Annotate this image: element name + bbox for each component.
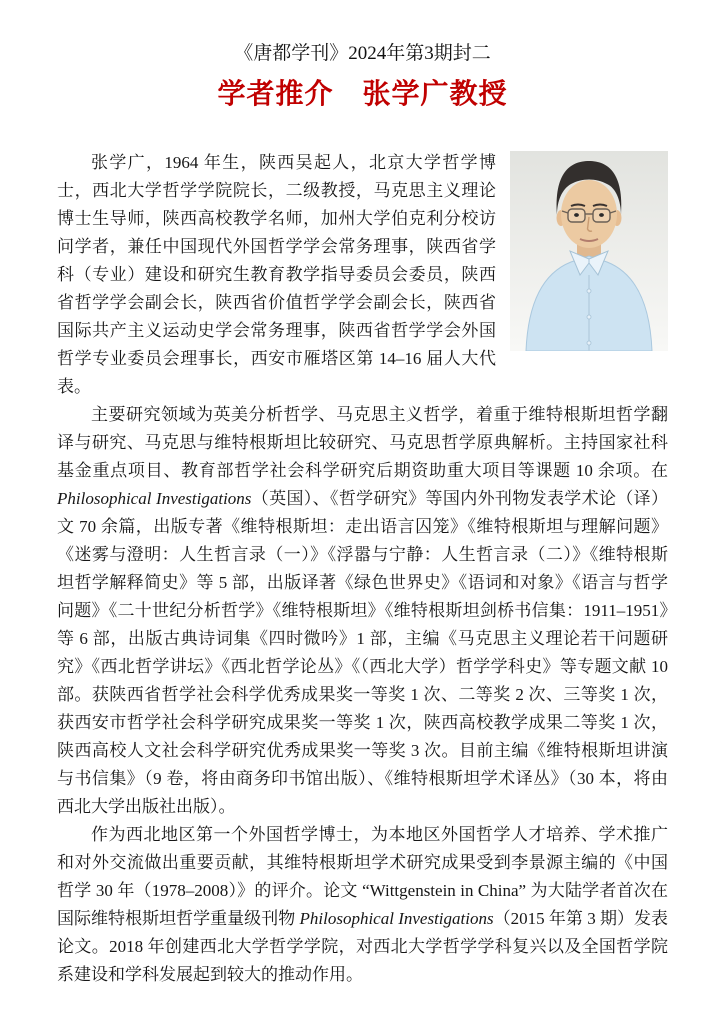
journal-issue-header: 《唐都学刊》2024年第3期封二 — [234, 43, 491, 64]
eye-right — [599, 213, 604, 217]
portrait-photo-illustration — [510, 151, 668, 351]
page-content — [57, 149, 668, 989]
shirt-button — [587, 341, 591, 345]
page-title: 学者推介 张学广教授 — [217, 79, 508, 110]
research-achievements-paragraph: 主要研究领域为英美分析哲学、马克思主义哲学，着重于维特根斯坦哲学翻译与研究、马克思与维特根斯坦比较研究、马克思哲学原典解析。主持国家社科基金重点项目、教育部哲学社会科学研究后期资助重大项目等课题 10 余项。在 Philosophical Investigations（英国）、《哲学研究》等国内外刊物发表学术论（译）文 70 余篇，出版专著《维特根斯坦：走出语言囚笼》《维特根斯坦与理解问题》《迷雾与澄明：人生哲言录（一）》《浮嚣与宁静：人生哲言录（二）》《维特根斯坦哲学解释简史》等 5 部，出版译著《绿色世界史》《语词和对象》《语言与哲学问题》《二十世纪分析哲学》《维特根斯坦》《维特根斯坦剑桥书信集：1911–1951》等 6 部，出版古典诗词集《四时微吟》1 部，主编《马克思主义理论若干问题研究》《西北哲学讲坛》《西北哲学论丛》《（西北大学）哲学学科史》等专题文献 10 部。获陕西省哲学社会科学优秀成果奖一等奖 1 次、二等奖 2 次、三等奖 1 次，获西安市哲学社会科学研究成果奖一等奖 1 次，陕西高校教学成果二等奖 1 次，陕西高校人文社会科学研究优秀成果奖一等奖 3 次。目前主编《维特根斯坦讲演与书信集》（9 卷，将由商务印书馆出版）、《维特根斯坦学术译丛》（30 本，将由西北大学出版社出版）。 — [57, 405, 668, 816]
portrait-photo — [510, 151, 668, 351]
shirt-button — [587, 315, 591, 319]
bio-block — [57, 149, 668, 401]
eye-left — [574, 213, 579, 217]
contributions-paragraph: 作为西北地区第一个外国哲学博士，为本地区外国哲学人才培养、学术推广和对外交流做出重要贡献，其维特根斯坦学术研究成果受到李景源主编的《中国哲学 30 年（1978–2008）》的评介。论文 “Wittgenstein in China” 为大陆学者首次在国际维特根斯坦哲学重量级刊物 Philosophical Investigations（2015 年第 3 期）发表论文。2018 年创建西北大学哲学学院，对西北大学哲学学科复兴以及全国哲学院系建设和学科发展起到较大的推动作用。 — [57, 825, 669, 984]
bio-paragraph: 张学广，1964 年生，陕西吴起人，北京大学哲学博士，西北大学哲学学院院长，二级教授，马克思主义理论博士生导师，陕西高校教学名师，加州大学伯克利分校访问学者，兼任中国现代外国哲学学会常务理事，陕西省学科（专业）建设和研究生教育教学指导委员会委员，陕西省哲学学会副会长，陕西省价值哲学学会副会长，陕西省国际共产主义运动史学会常务理事，陕西省哲学学会外国哲学专业委员会理事长，西安市雁塔区第 14–16 届人大代表。 — [57, 153, 496, 396]
shirt-button — [587, 289, 591, 293]
